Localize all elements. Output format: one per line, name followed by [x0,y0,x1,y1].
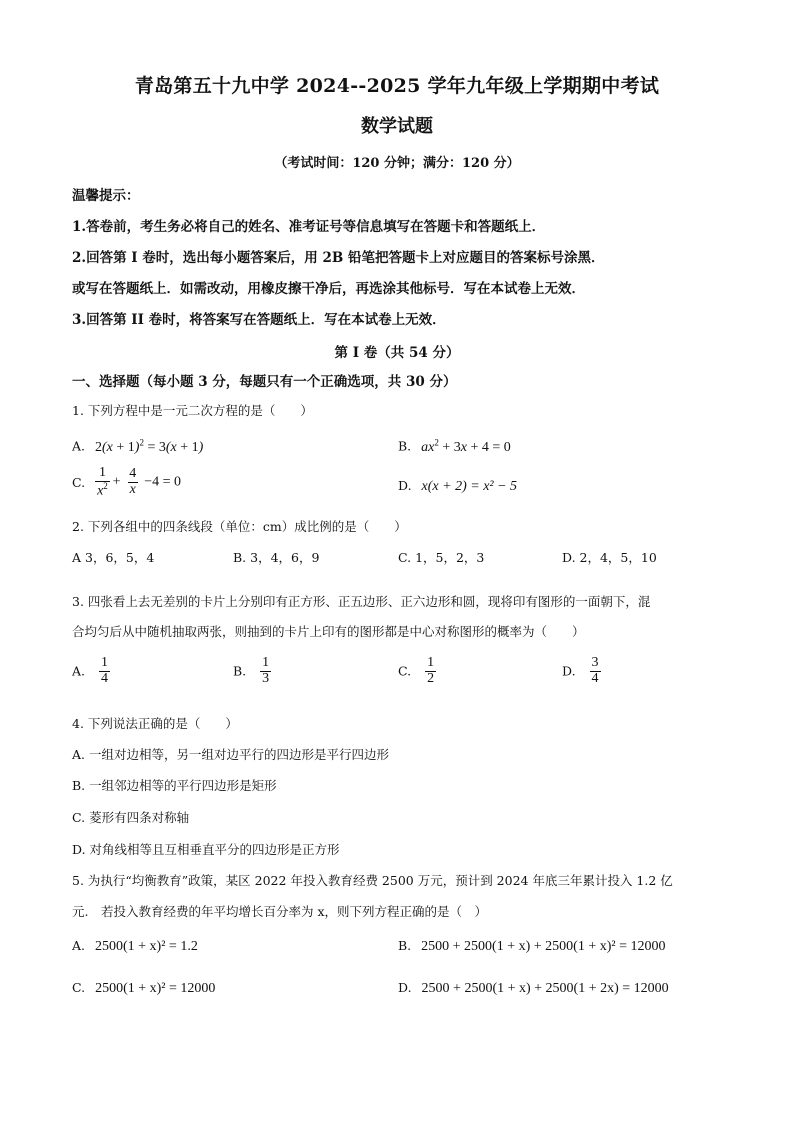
option-label: B. [398,938,412,953]
tips-line-3: 或写在答题纸上．如需改动，用橡皮擦干净后，再选涂其他标号．写在本试卷上无效． [72,281,585,297]
tips-line-1: 1.答卷前，考生务必将自己的姓名、准考证号等信息填写在答题卡和答题纸上． [72,219,546,235]
q1-option-b-expr: $ax^2 + 3x + 4 = 0$ [421,437,511,455]
option-label: C. [72,475,86,491]
option-label: D. [398,478,412,493]
q5-option-b [398,938,665,955]
question-5-stem-line-1: 5. 为执行“均衡教育”政策，某区 2022 年投入教育经费 2500 万元，预计到 2024 年底三年累计投入 1.2 亿 [72,873,673,888]
q3-option-a-frac: $\frac{1}{4}$ [101,655,108,686]
q3-option-c-frac: $\frac{1}{2}$ [427,655,435,686]
q4-option-c: C. 菱形有四条对称轴 [72,810,190,825]
q5-option-d-expr: 2500 + 2500(1 + x) + 2500(1 + 2x) = 12000 [421,981,669,996]
question-1-stem: 1. 下列方程中是一元二次方程的是（ ） [72,403,313,418]
q2-option-d: D. 2，4，5，10 [562,550,657,565]
page-title: 青岛第五十九中学 2024--2025 学年九年级上学期期中考试 [134,75,660,97]
q4-option-d: D. 对角线相等且互相垂直平分的四边形是正方形 [72,842,340,857]
q2-option-b: B. 3，4，6，9 [233,550,320,565]
question-2-stem: 2. 下列各组中的四条线段（单位：cm）成比例的是（ ） [72,519,407,534]
q4-option-b: B. 一组邻边相等的平行四边形是矩形 [72,778,277,793]
q1-option-c-frac-2: $\frac{4}{x}$ [129,466,137,498]
q3-option-b-frac: $\frac{1}{3}$ [262,655,270,686]
exam-info: （考试时间：120 分钟；满分：120 分） [274,156,520,171]
q1-option-c-frac-1: $\frac{1}{x^2}$ [97,465,108,499]
q1-option-c: C. $\frac{1}{x^2}$ + $\frac{4}{x}$ −4 = 0 [72,465,182,499]
question-3-stem-line-1: 3. 四张看上去无差别的卡片上分别印有正方形、正五边形、正六边形和圆，现将印有图形的一面朝下，混 [72,594,651,609]
q3-option-d [562,656,603,686]
q1-option-b [398,437,511,456]
option-label: A. [72,438,86,454]
option-label: C. [72,980,86,995]
q5-option-b-expr: 2500 + 2500(1 + x) + 2500(1 + x)² = 12000 [421,939,666,954]
option-label: D. [398,980,412,995]
q1-option-d-expr: x(x + 2) = x² − 5 [421,479,518,494]
tips-line-2: 2.回答第 I 卷时，选出每小题答案后，用 2B 铅笔把答题卡上对应题目的答案标号涂黑． [72,250,605,266]
option-label: A. [72,938,86,953]
q2-option-c: C. 1，5，2，3 [398,550,485,565]
tips-heading: 温馨提示： [72,188,140,204]
question-5-stem-line-2: 元. 若投入教育经费的年平均增长百分率为 x，则下列方程正确的是（ ） [72,904,487,919]
section-heading: 一、选择题（每小题 3 分，每题只有一个正确选项，共 30 分） [72,374,457,390]
q2-option-a: A 3，6，5，4 [72,550,155,565]
q1-option-c-rest: −4 = 0 [144,474,182,490]
q1-option-a-expr: $2(x + 1)^2 = 3(x + 1)$ [95,437,204,455]
part1-heading: 第 I 卷（共 54 分） [334,345,460,361]
q5-option-a-expr: 2500(1 + x)² = 1.2 [95,939,198,954]
q3-option-c [398,656,438,686]
option-label: A. [72,663,86,679]
question-3-stem-line-2: 合均匀后从中随机抽取两张，则抽到的卡片上印有的图形都是中心对称图形的概率为（ ） [72,624,585,639]
q1-option-d [398,478,517,495]
subject-title: 数学试题 [361,116,433,137]
q3-option-a [72,656,112,686]
q3-option-d-frac: $\frac{3}{4}$ [591,655,599,686]
q1-option-a [72,437,203,456]
q5-option-d [398,980,669,997]
option-label: B. [398,438,412,454]
tips-line-4: 3.回答第 II 卷时，将答案写在答题纸上．写在本试卷上无效． [72,312,446,328]
q5-option-a [72,938,198,955]
question-4-stem: 4. 下列说法正确的是（ ） [72,716,238,731]
q5-option-c-expr: 2500(1 + x)² = 12000 [95,981,216,996]
q5-option-c [72,980,215,997]
q4-option-a: A. 一组对边相等，另一组对边平行的四边形是平行四边形 [72,747,389,762]
option-label: C. [398,663,412,679]
option-label: B. [233,663,247,679]
option-label: D. [562,663,576,679]
q3-option-b [233,656,273,686]
